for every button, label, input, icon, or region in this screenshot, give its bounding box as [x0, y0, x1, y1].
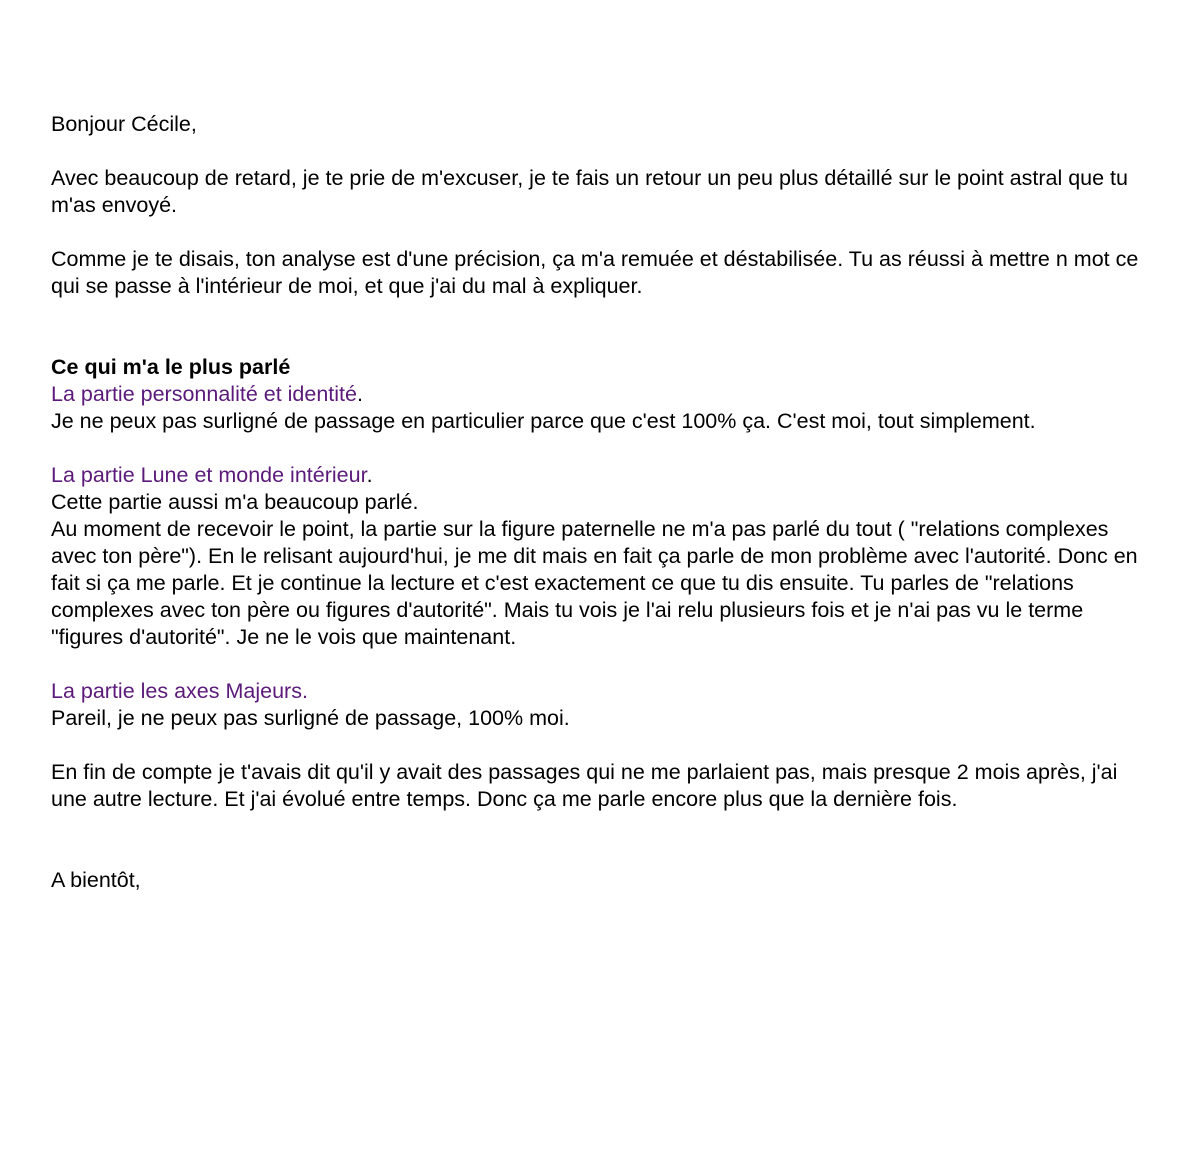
part3-title: La partie les axes Majeurs.	[51, 679, 308, 703]
section-heading: Ce qui m'a le plus parlé	[51, 355, 291, 379]
spacer	[51, 651, 1146, 678]
part1-text: Je ne peux pas surligné de passage en particulier parce que c'est 100% ça. C'est moi, tout simplement.	[51, 409, 1036, 433]
part2-text-2: Au moment de recevoir le point, la partie sur la figure paternelle ne m'a pas parlé du tout ( "relations complexes avec ton père"). En le relisant aujourd'hui, je me dit mais en fait ça parle de mon problème avec l'autorité. Donc en fait si ça me parle. Et je continue la lecture et c'est exactement ce que tu dis ensuite. Tu parles de "relations complexes avec ton père ou figures d'autorité". Mais tu vois je l'ai relu plusieurs fois et je n'ai pas vu le terme "figures d'autorité". Je ne le vois que maintenant.	[51, 517, 1138, 649]
email-body	[51, 111, 1146, 894]
spacer	[51, 435, 1146, 462]
conclusion-paragraph: En fin de compte je t'avais dit qu'il y avait des passages qui ne me parlaient pas, mais presque 2 mois après, j'ai une autre lecture. Et j'ai évolué entre temps. Donc ça me parle encore plus que la dernière fois.	[51, 760, 1118, 811]
part1-title-end: .	[357, 382, 363, 406]
part2-text-1: Cette partie aussi m'a beaucoup parlé.	[51, 490, 419, 514]
spacer	[51, 300, 1146, 354]
part1-title: La partie personnalité et identité	[51, 382, 357, 406]
greeting: Bonjour Cécile,	[51, 112, 197, 136]
intro-paragraph: Avec beaucoup de retard, je te prie de m'excuser, je te fais un retour un peu plus détaillé sur le point astral que tu m'as envoyé.	[51, 166, 1128, 217]
spacer	[51, 219, 1146, 246]
spacer	[51, 732, 1146, 759]
signoff: A bientôt,	[51, 868, 141, 892]
part2-title-end: .	[366, 463, 373, 487]
part2-title-line	[51, 462, 1146, 489]
intro-paragraph-2: Comme je te disais, ton analyse est d'une précision, ça m'a remuée et déstabilisée. Tu as réussi à mettre n mot ce qui se passe à l'intérieur de moi, et que j'ai du mal à expliquer.	[51, 247, 1139, 298]
part1-title-line	[51, 381, 1146, 408]
part3-text: Pareil, je ne peux pas surligné de passage, 100% moi.	[51, 706, 570, 730]
spacer	[51, 138, 1146, 165]
part2-title: La partie Lune et monde intérieur	[51, 463, 367, 487]
spacer	[51, 813, 1146, 867]
